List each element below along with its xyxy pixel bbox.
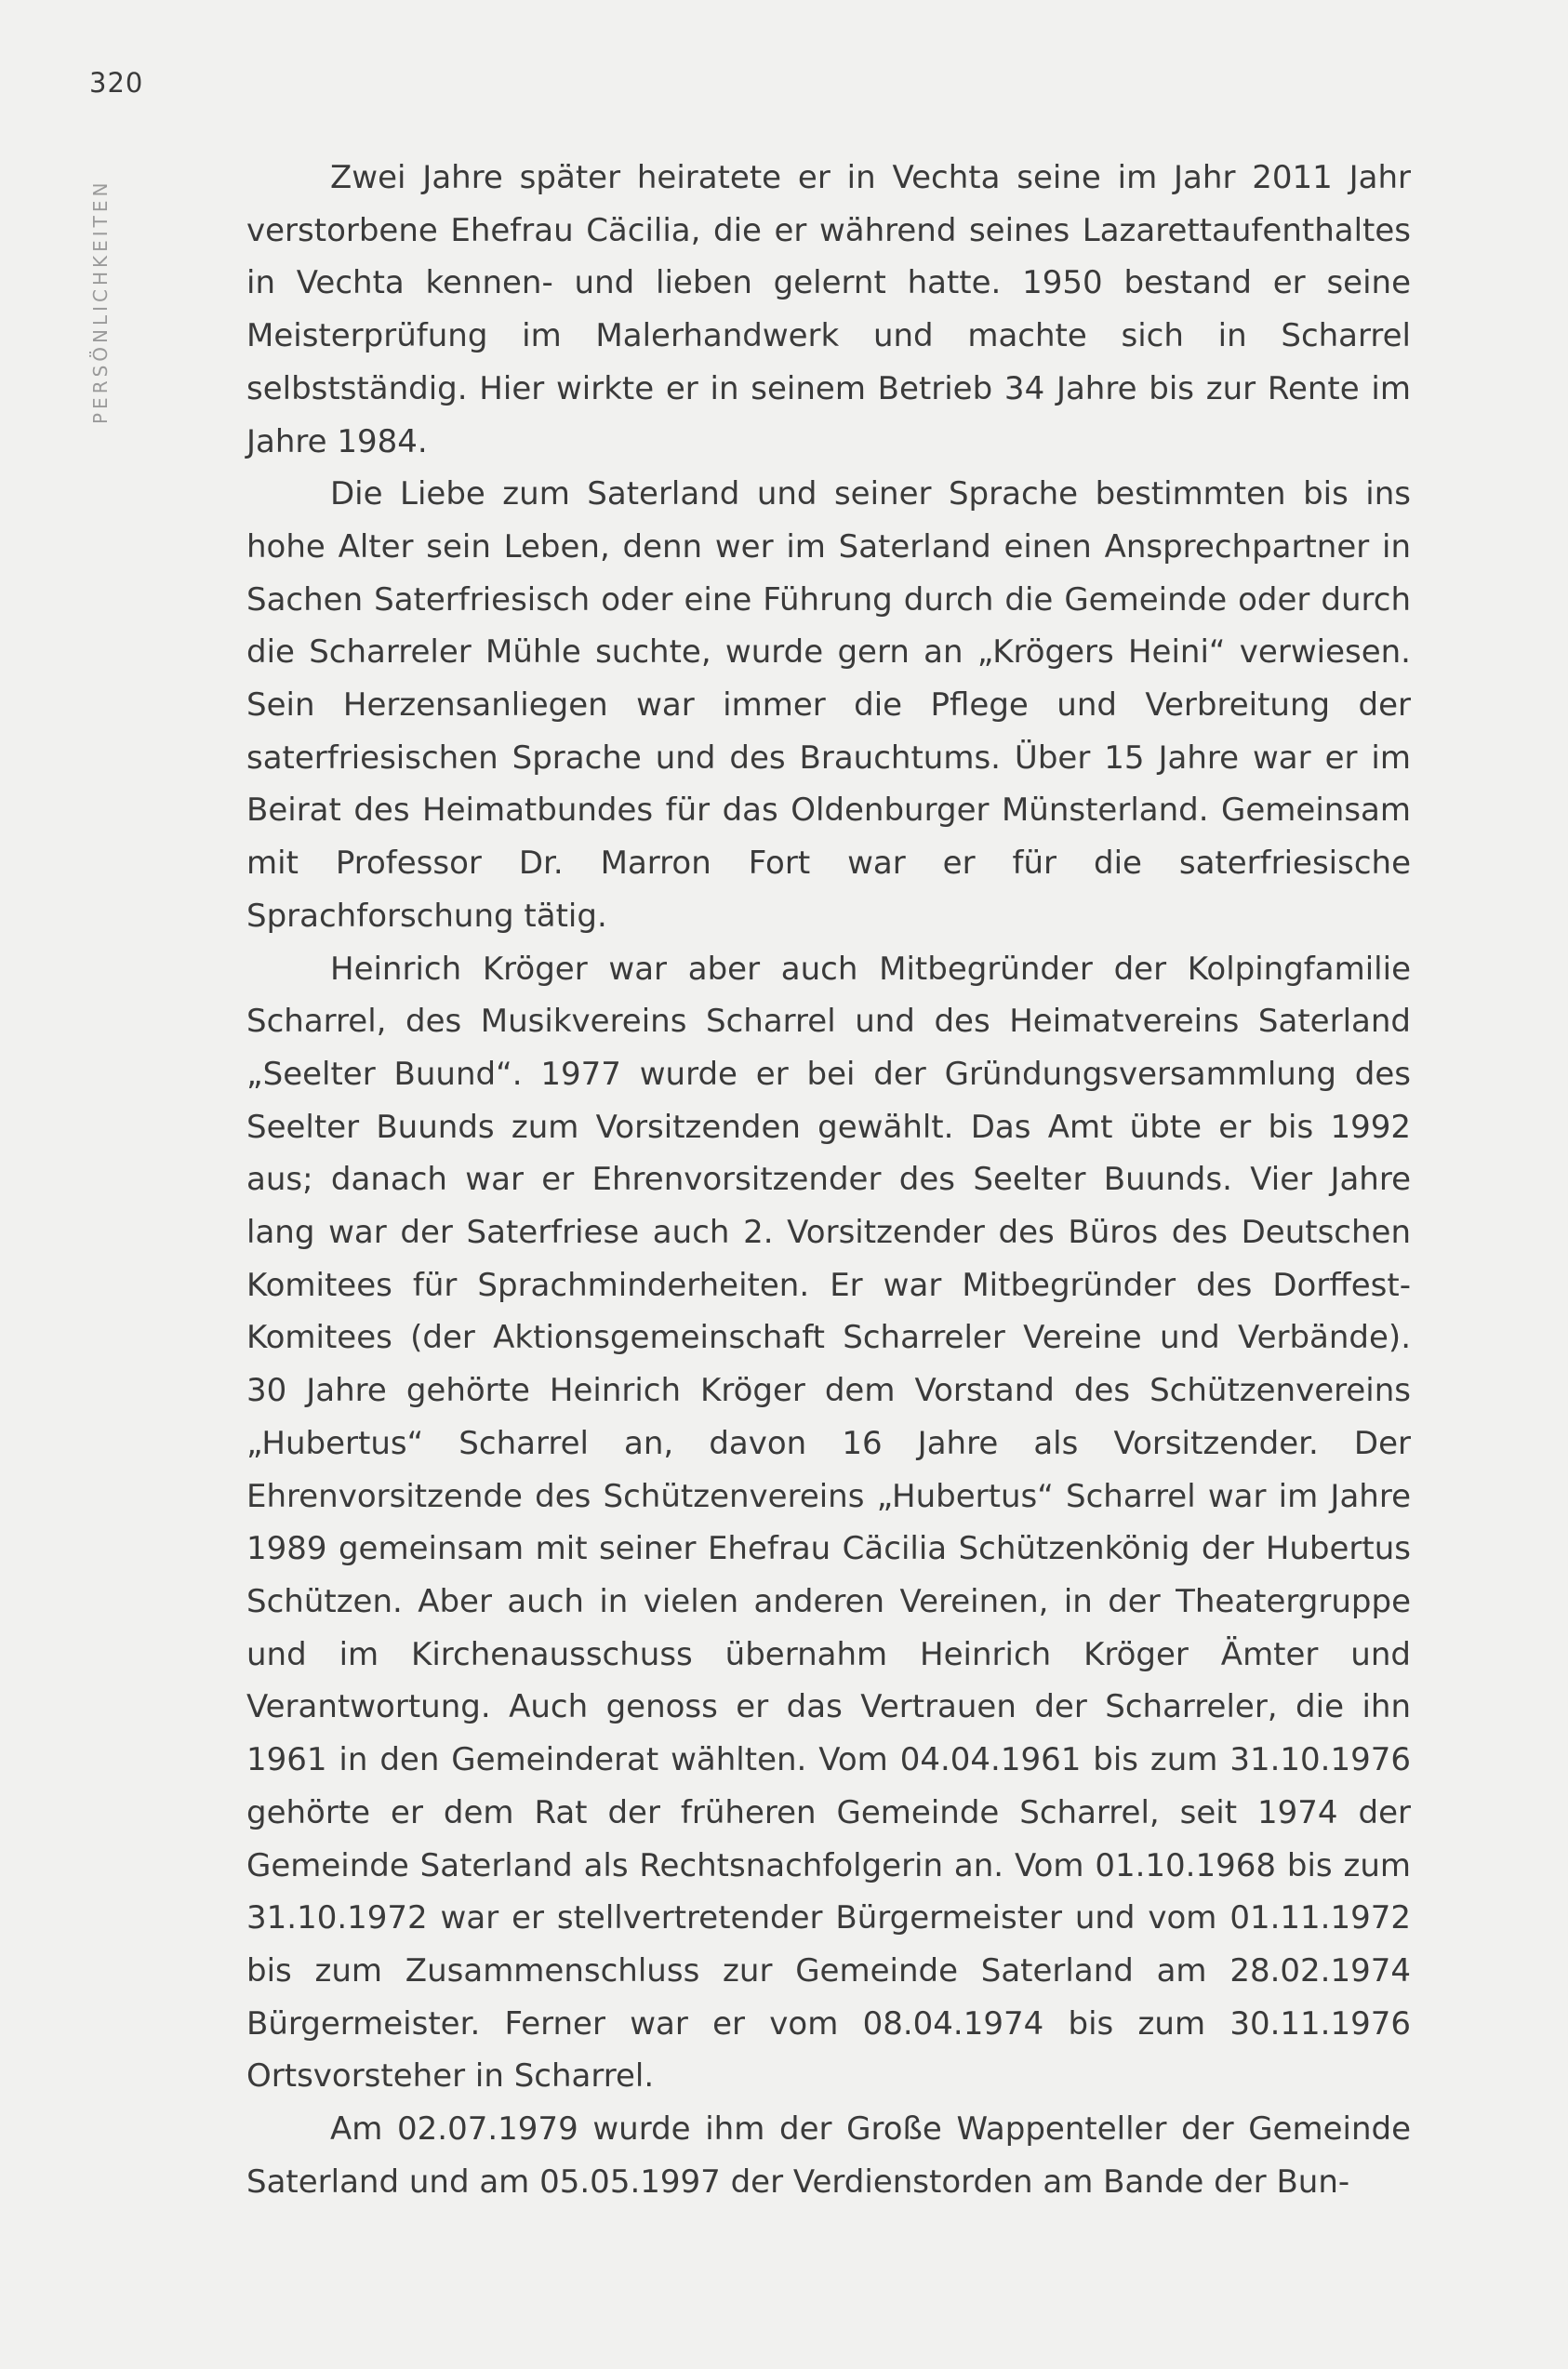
page-number: 320 <box>89 67 144 99</box>
paragraph: Zwei Jahre später heiratete er in Vechta seine im Jahr 2011 Jahr verstorbene Ehefrau Cäcilia, die er während seines Lazarettaufenthaltes in Vechta kennen- und lieben gelernt hatte. 1950 bestand er seine Meisterprüfung im Malerhandwerk und machte sich in Scharrel selbstständig. Hier wirkte er in seinem Betrieb 34 Jahre bis zur Rente im Jahre 1984. <box>246 159 1411 460</box>
body-text <box>246 152 1411 2208</box>
section-label: PERSÖNLICHKEITEN <box>89 179 112 424</box>
paragraph: Heinrich Kröger war aber auch Mitbegründer der Kolpingfamilie Scharrel, des Musikvereins Scharrel und des Heimatvereins Saterland „Seelter Buund“. 1977 wurde er bei der Gründungsversammlung des Seelter Buunds zum Vorsitzenden gewählt. Das Amt übte er bis 1992 aus; danach war er Ehrenvorsitzender des Seelter Buunds. Vier Jahre lang war der Saterfriese auch 2. Vorsitzender des Büros des Deutschen Komitees für Sprachminderheiten. Er war Mitbegründer des Dorffest-Komitees (der Aktionsgemeinschaft Scharreler Vereine und Verbände). 30 Jahre gehörte Heinrich Kröger dem Vorstand des Schützenvereins „Hubertus“ Scharrel an, davon 16 Jahre als Vorsitzender. Der Ehrenvorsitzende des Schützenvereins „Hubertus“ Scharrel war im Jahre 1989 gemeinsam mit seiner Ehefrau Cäcilia Schützenkönig der Hubertus Schützen. Aber auch in vielen anderen Vereinen, in der Theatergruppe und im Kirchenausschuss übernahm Heinrich Kröger Ämter und Verantwortung. Auch genoss er das Vertrauen der Scharreler, die ihn 1961 in den Gemeinderat wählten. Vom 04.04.1961 bis zum 31.10.1976 gehörte er dem Rat der früheren Gemeinde Scharrel, seit 1974 der Gemeinde Saterland als Rechtsnachfolgerin an. Vom 01.10.1968 bis zum 31.10.1972 war er stellvertretender Bürgermeister und vom 01.11.1972 bis zum Zusammenschluss zur Gemeinde Saterland am 28.02.1974 Bürgermeister. Ferner war er vom 08.04.1974 bis zum 30.11.1976 Ortsvorsteher in Scharrel. <box>246 950 1411 2096</box>
paragraph: Die Liebe zum Saterland und seiner Sprache bestimmten bis ins hohe Alter sein Leben, denn wer im Saterland einen Ansprechpartner in Sachen Saterfriesisch oder eine Führung durch die Gemeinde oder durch die Scharreler Mühle suchte, wurde gern an „Krögers Heini“ verwiesen. Sein Herzensanliegen war immer die Pflege und Verbreitung der saterfriesischen Sprache und des Brauchtums. Über 15 Jahre war er im Beirat des Heimatbundes für das Oldenburger Münsterland. Gemeinsam mit Professor Dr. Marron Fort war er für die saterfriesische Sprachforschung tätig. <box>246 475 1411 935</box>
paragraph: Am 02.07.1979 wurde ihm der Große Wappenteller der Gemeinde Saterland und am 05.05.1997 der Verdienstorden am Bande der Bun- <box>246 2110 1411 2201</box>
